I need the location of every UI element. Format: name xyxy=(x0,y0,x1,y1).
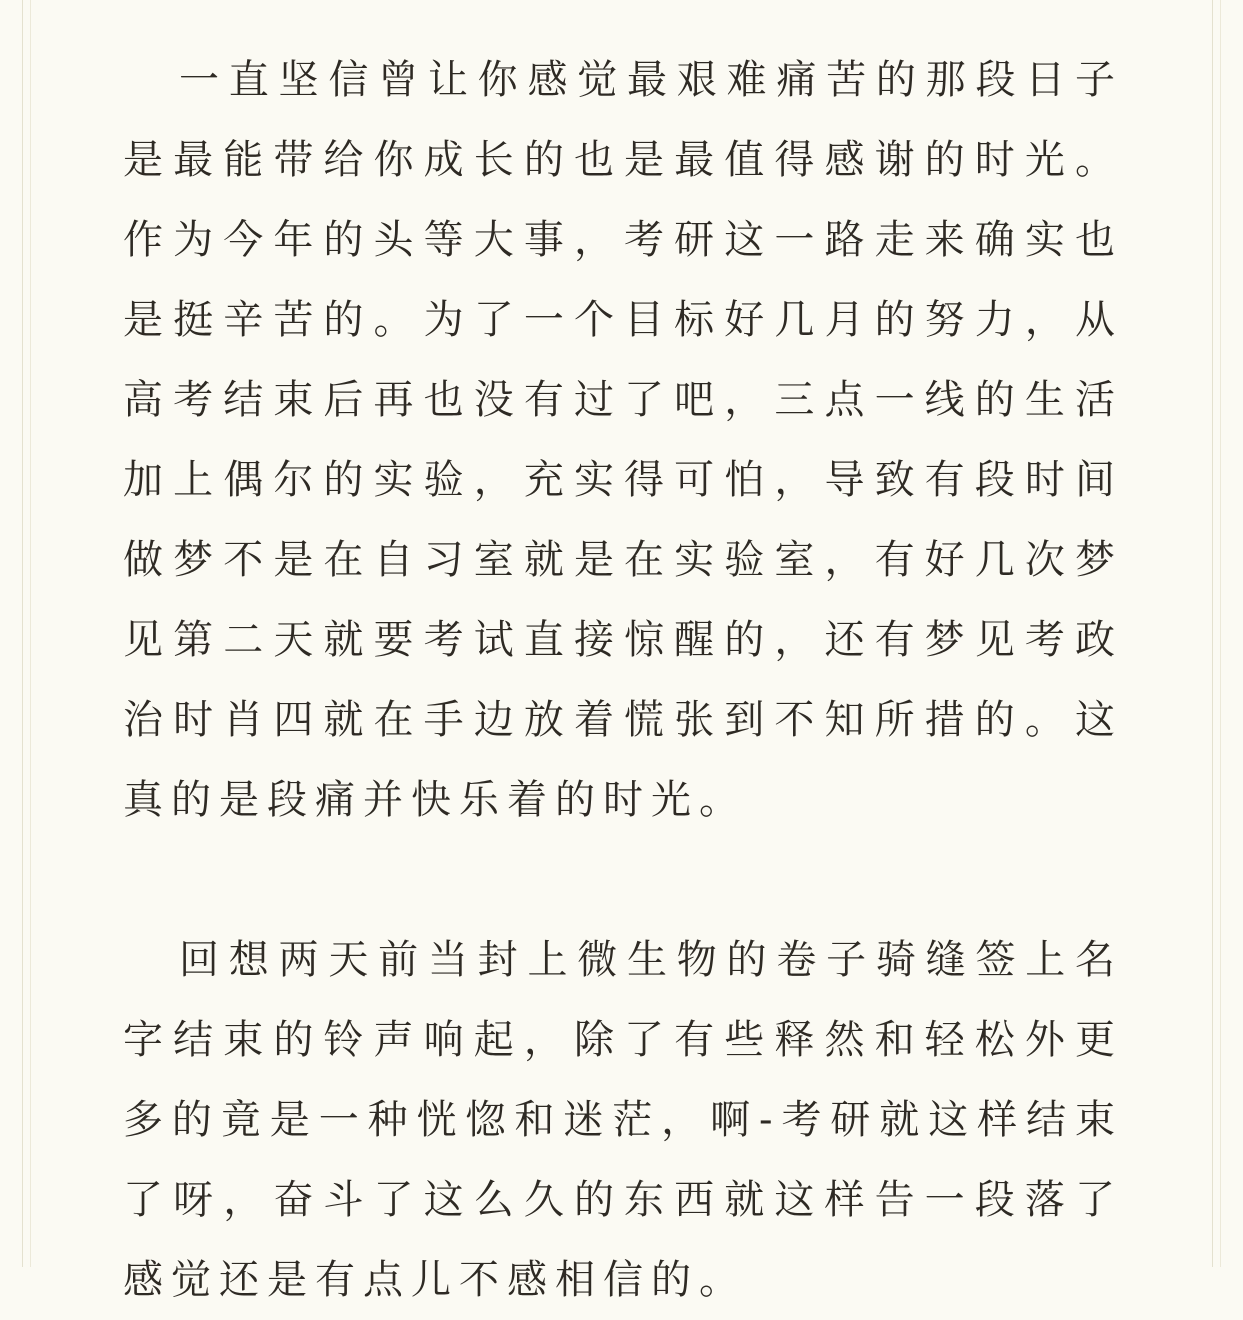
right-border-line-inner xyxy=(1212,0,1213,1267)
right-border-line xyxy=(1220,0,1221,1267)
left-border-line-inner xyxy=(30,0,31,1267)
paragraph-2: 回想两天前当封上微生物的卷子骑缝签上名字结束的铃声响起，除了有些释然和轻松外更多的竟是一种恍惚和迷茫，啊-考研就这样结束了呀，奋斗了这么久的东西就这样告一段落了感觉还是有点儿不感相信的。 xyxy=(123,937,1123,1303)
article-body xyxy=(123,40,1123,1320)
paragraph-1: 一直坚信曾让你感觉最艰难痛苦的那段日子是最能带给你成长的也是最值得感谢的时光。作为今年的头等大事，考研这一路走来确实也是挺辛苦的。为了一个目标好几月的努力，从高考结束后再也没有过了吧，三点一线的生活加上偶尔的实验，充实得可怕，导致有段时间做梦不是在自习室就是在实验室，有好几次梦见第二天就要考试直接惊醒的，还有梦见考政治时肖四就在手边放着慌张到不知所措的。这真的是段痛并快乐着的时光。 xyxy=(123,57,1123,823)
left-border-line xyxy=(22,0,23,1267)
